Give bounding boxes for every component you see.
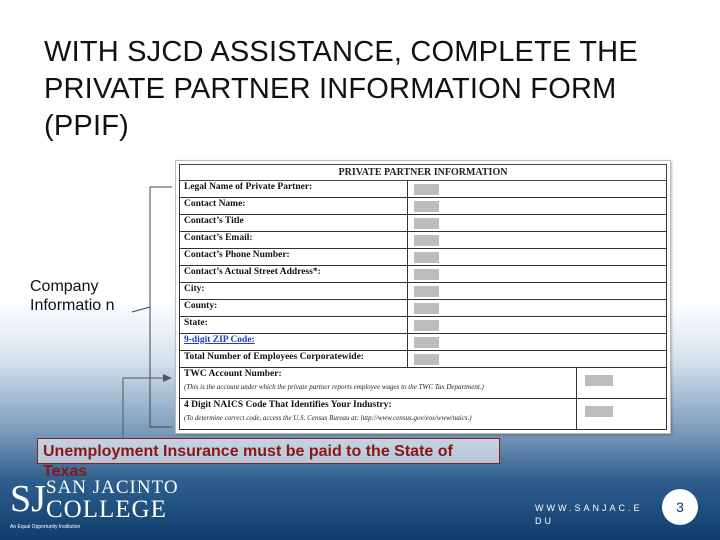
form-row-state [179,317,667,334]
field-label: State: [184,318,208,328]
company-information-label: Company Informatio n [30,278,115,314]
input-field[interactable] [414,354,439,365]
form-row-contact-phone [179,249,667,266]
input-field[interactable] [414,320,439,331]
form-row-city [179,283,667,300]
field-label: Legal Name of Private Partner: [184,182,313,192]
form-row-twc-account [179,368,667,399]
logo-icon [8,473,188,533]
input-field[interactable] [414,303,439,314]
website-text[interactable]: WWW.SANJAC.E DU [535,503,643,526]
form-row-contact-title [179,215,667,232]
field-label: 4 Digit NAICS Code That Identifies Your Industry: [184,400,392,410]
input-field[interactable] [414,184,439,195]
callout-text: Unemployment Insurance must be paid to the State of Texas [43,443,453,480]
input-field[interactable] [414,337,439,348]
slide-title: WITH SJCD ASSISTANCE, COMPLETE THE PRIVATE PARTNER INFORMATION FORM (PPIF) [44,36,638,142]
form-header: PRIVATE PARTNER INFORMATION [179,164,667,181]
logo-line1: SAN JACINTO [46,477,179,498]
form-row-zip [179,334,667,351]
form-row-contact-name [179,198,667,215]
input-field[interactable] [414,252,439,263]
form-row-street-address [179,266,667,283]
field-label: Total Number of Employees Corporatewide: [184,352,364,362]
field-label: Contact Name: [184,199,246,209]
logo-tagline: An Equal Opportunity Institution [10,524,81,530]
field-label: TWC Account Number: [184,369,282,379]
input-field[interactable] [414,269,439,280]
field-label: City: [184,284,205,294]
twc-note: (This is the account under which the private partner reports employee wages to the TWC Tax Department.) [184,383,484,391]
input-field[interactable] [414,286,439,297]
field-label: County: [184,301,218,311]
zip-code-link[interactable]: 9-digit ZIP Code: [184,335,255,345]
logo-monogram: SJ [10,478,46,520]
input-field[interactable] [414,235,439,246]
san-jacinto-logo [8,473,188,538]
field-label: Contact’s Actual Street Address*: [184,267,321,277]
form-row-naics [179,399,667,430]
form-row-contact-email [179,232,667,249]
naics-note: (To determine correct code, access the U.S. Census Bureau at: http://www.census.gov/eos/www/naics.) [184,414,472,422]
form-row-legal-name [179,181,667,198]
input-field[interactable] [414,218,439,229]
form-row-employees [179,351,667,368]
field-label: Contact’s Title [184,216,244,226]
input-field[interactable] [414,201,439,212]
form-row-county [179,300,667,317]
field-label: Contact’s Email: [184,233,253,243]
input-field[interactable] [585,406,613,417]
private-partner-form [175,160,671,434]
field-label: Contact’s Phone Number: [184,250,290,260]
page-number-badge: 3 [662,489,698,525]
input-field[interactable] [585,375,613,386]
logo-line2: COLLEGE [46,496,167,523]
